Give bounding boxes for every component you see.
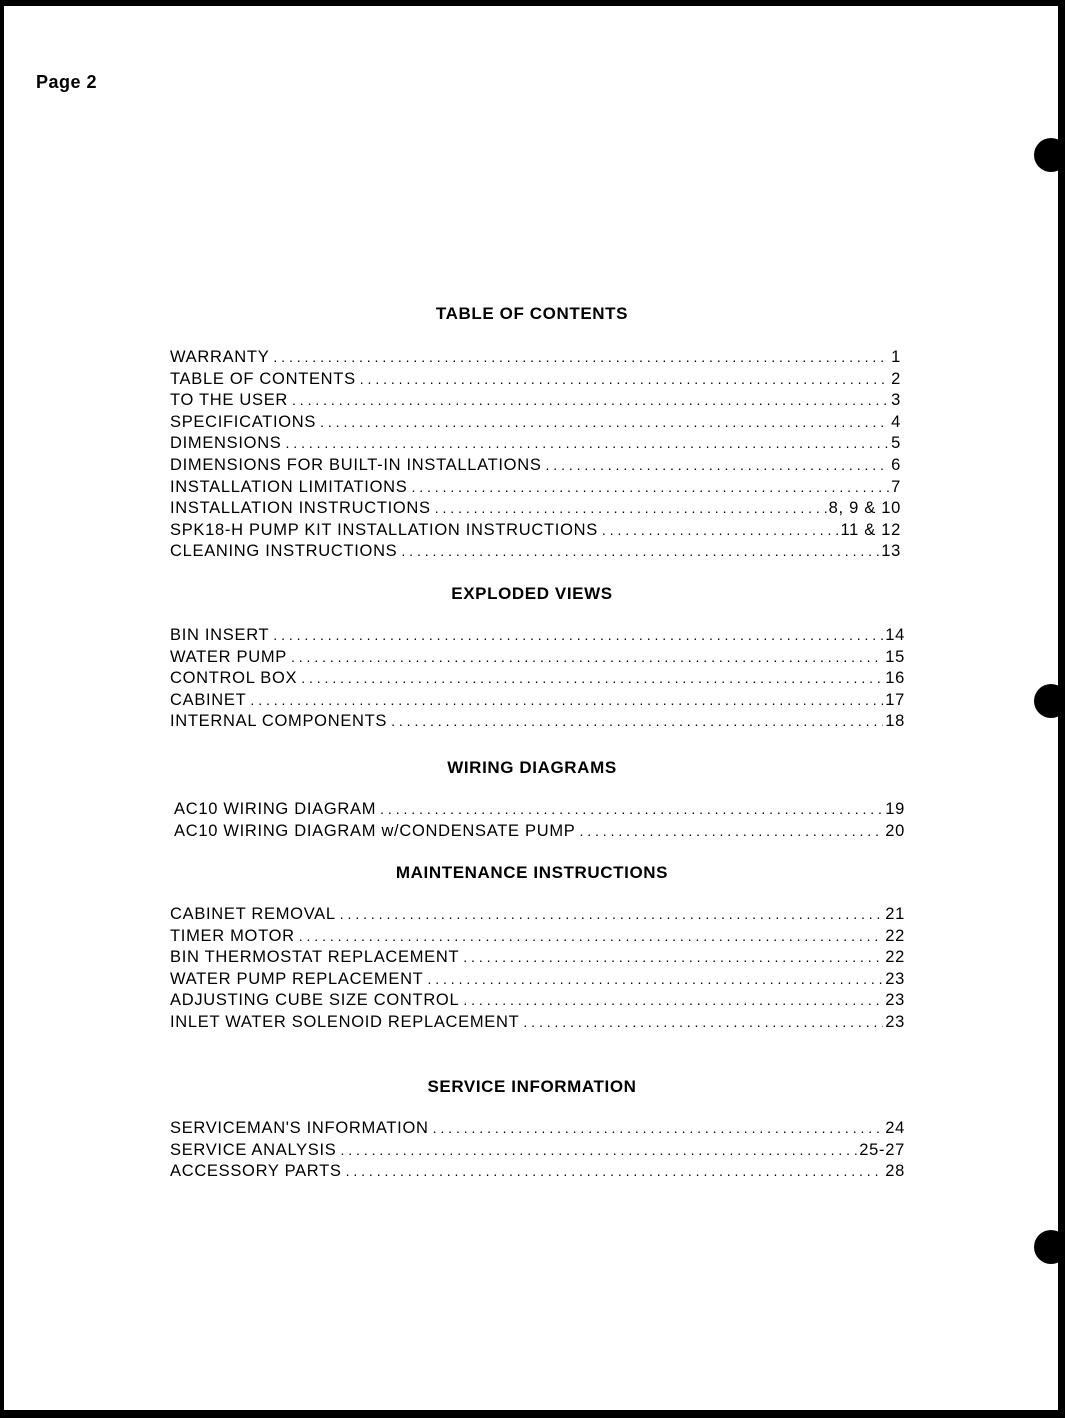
exploded-views-list: [170, 625, 905, 733]
toc-entry: [170, 690, 905, 712]
entry-page: 6: [891, 455, 901, 474]
toc-entry: [170, 455, 901, 477]
dot-leader: [346, 1161, 884, 1183]
toc-entry: [170, 647, 905, 669]
toc-entry: [170, 969, 905, 991]
dot-leader: [380, 799, 883, 821]
entry-page: 19: [885, 800, 905, 818]
entry-page: 3: [891, 391, 901, 410]
dot-leader: [250, 690, 883, 712]
dot-leader: [427, 969, 883, 991]
entry-page: 8, 9 & 10: [828, 499, 901, 518]
entry-title: DIMENSIONS FOR BUILT-IN INSTALLATIONS: [170, 455, 542, 474]
entry-title: BIN INSERT: [170, 626, 270, 644]
dot-leader: [292, 390, 889, 412]
service-information-heading: SERVICE INFORMATION: [427, 1077, 637, 1096]
entry-page: 16: [885, 669, 905, 688]
toc-entry: [170, 369, 901, 391]
dot-leader: [299, 926, 884, 948]
entry-title: TIMER MOTOR: [170, 926, 295, 945]
toc-heading: TABLE OF CONTENTS: [435, 304, 629, 323]
entry-title: AC10 WIRING DIAGRAM w/CONDENSATE PUMP: [174, 821, 576, 840]
entry-title: WARRANTY: [170, 348, 270, 366]
toc-entry: [174, 799, 905, 821]
dot-leader: [579, 821, 883, 843]
toc-entry: [174, 821, 905, 843]
dot-leader: [523, 1012, 883, 1034]
entry-page: 13: [881, 542, 901, 561]
exploded-views-heading: EXPLODED VIEWS: [451, 584, 613, 603]
entry-title: CABINET REMOVAL: [170, 905, 336, 923]
entry-page: 22: [885, 926, 905, 945]
dot-leader: [602, 520, 839, 542]
dot-leader: [411, 477, 889, 499]
dot-leader: [463, 947, 883, 969]
page-number-label: Page 2: [36, 72, 98, 92]
entry-title: WATER PUMP REPLACEMENT: [170, 969, 424, 988]
toc-entry: [170, 904, 905, 926]
entry-page: 1: [891, 348, 901, 366]
dot-leader: [340, 904, 883, 926]
entry-title: WATER PUMP: [170, 647, 287, 666]
entry-page: 7: [891, 477, 901, 496]
toc-entry: [170, 926, 905, 948]
dot-leader: [286, 433, 890, 455]
document-page: [4, 6, 1058, 1410]
dot-leader: [320, 412, 889, 434]
wiring-diagrams-list: [174, 799, 905, 842]
entry-title: DIMENSIONS: [170, 434, 282, 453]
dot-leader: [546, 455, 890, 477]
dot-leader: [273, 347, 889, 369]
toc-entry: [170, 433, 901, 455]
toc-entry: [170, 668, 905, 690]
entry-page: 2: [891, 369, 901, 388]
toc-list: [170, 347, 901, 563]
entry-title: SPK18-H PUMP KIT INSTALLATION INSTRUCTIONS: [170, 520, 598, 539]
entry-page: 17: [885, 690, 905, 709]
entry-title: CONTROL BOX: [170, 669, 298, 688]
dot-leader: [360, 369, 889, 391]
entry-title: CLEANING INSTRUCTIONS: [170, 542, 398, 561]
dot-leader: [401, 541, 879, 563]
entry-page: 18: [885, 712, 905, 731]
entry-title: TO THE USER: [170, 391, 289, 410]
entry-title: SPECIFICATIONS: [170, 412, 317, 431]
dot-leader: [463, 990, 883, 1012]
entry-title: TABLE OF CONTENTS: [170, 369, 356, 388]
entry-page: 23: [885, 1012, 905, 1031]
toc-entry: [170, 498, 901, 520]
punch-hole-middle: [1034, 684, 1058, 718]
entry-page: 23: [885, 969, 905, 988]
entry-title: INTERNAL COMPONENTS: [170, 712, 388, 731]
service-information-list: [170, 1118, 905, 1183]
dot-leader: [433, 1118, 884, 1140]
toc-entry: [170, 412, 901, 434]
dot-leader: [291, 647, 883, 669]
dot-leader: [435, 498, 827, 520]
entry-page: 15: [885, 647, 905, 666]
dot-leader: [273, 625, 883, 647]
maintenance-heading: MAINTENANCE INSTRUCTIONS: [395, 863, 669, 882]
dot-leader: [301, 668, 883, 690]
entry-page: 20: [885, 821, 905, 840]
entry-title: SERVICE ANALYSIS: [170, 1140, 337, 1159]
toc-entry: [170, 477, 901, 499]
entry-page: 21: [885, 905, 905, 923]
entry-title: BIN THERMOSTAT REPLACEMENT: [170, 948, 460, 967]
entry-title: SERVICEMAN'S INFORMATION: [170, 1119, 429, 1137]
entry-page: 25-27: [859, 1140, 905, 1159]
entry-title: INSTALLATION INSTRUCTIONS: [170, 499, 431, 518]
punch-hole-top: [1034, 138, 1058, 172]
toc-entry: [170, 1118, 905, 1140]
dot-leader: [341, 1140, 858, 1162]
entry-page: 23: [885, 991, 905, 1010]
toc-entry: [170, 347, 901, 369]
entry-title: CABINET: [170, 690, 247, 709]
toc-entry: [170, 947, 905, 969]
entry-page: 11 & 12: [840, 520, 901, 539]
toc-entry: [170, 990, 905, 1012]
entry-page: 24: [885, 1119, 905, 1137]
toc-entry: [170, 1012, 905, 1034]
entry-page: 14: [885, 626, 905, 644]
toc-entry: [170, 541, 901, 563]
entry-title: AC10 WIRING DIAGRAM: [174, 800, 377, 818]
entry-page: 4: [891, 412, 901, 431]
maintenance-list: [170, 904, 905, 1034]
toc-entry: [170, 390, 901, 412]
entry-page: 5: [891, 434, 901, 453]
entry-title: INSTALLATION LIMITATIONS: [170, 477, 408, 496]
entry-page: 22: [885, 948, 905, 967]
entry-page: 28: [885, 1162, 905, 1181]
entry-title: ADJUSTING CUBE SIZE CONTROL: [170, 991, 460, 1010]
entry-title: INLET WATER SOLENOID REPLACEMENT: [170, 1012, 520, 1031]
punch-hole-bottom: [1034, 1230, 1058, 1264]
toc-entry: [170, 1161, 905, 1183]
toc-entry: [170, 625, 905, 647]
entry-title: ACCESSORY PARTS: [170, 1162, 342, 1181]
dot-leader: [391, 711, 883, 733]
toc-entry: [170, 520, 901, 542]
toc-entry: [170, 711, 905, 733]
wiring-diagrams-heading: WIRING DIAGRAMS: [447, 758, 617, 777]
toc-entry: [170, 1140, 905, 1162]
